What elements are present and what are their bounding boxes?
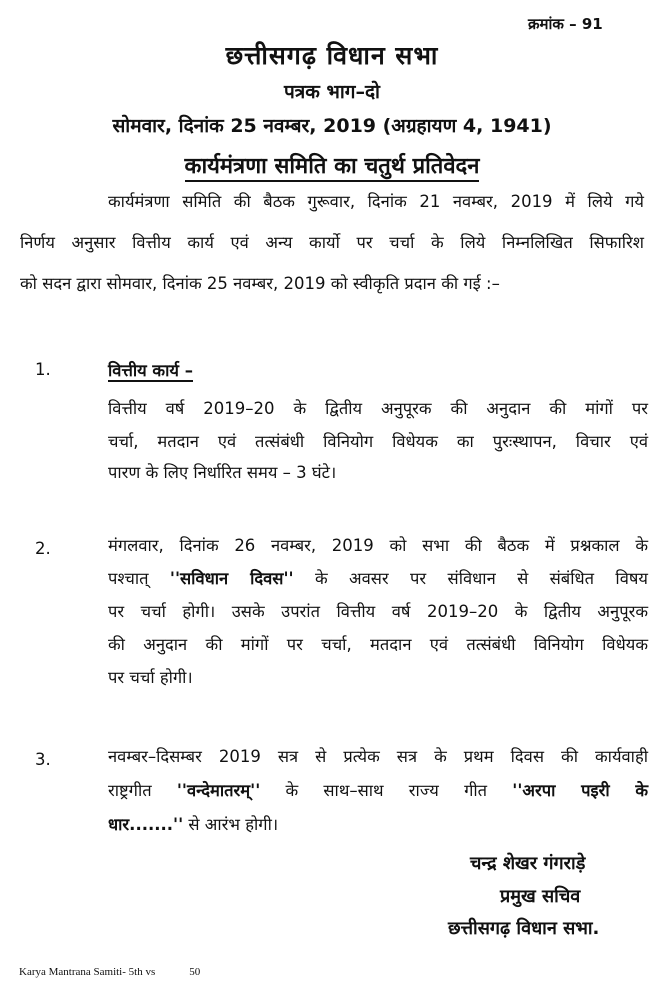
intro-line-1: कार्यमंत्रणा समिति की बैठक गुरूवार, दिनांक 21 नवम्बर, 2019 में लिये गये: [108, 192, 644, 211]
bulletin-date: सोमवार, दिनांक 25 नवम्बर, 2019 (अग्रहायण 4, 1941): [112, 115, 552, 137]
intro-line-3: को सदन द्वारा सोमवार, दिनांक 25 नवम्बर, 2019 को स्वीकृति प्रदान की गई :–: [20, 274, 500, 293]
assembly-title: छत्तीसगढ़ विधान सभा: [225, 41, 439, 70]
serial-number: क्रमांक – 91: [528, 15, 603, 33]
arpa-pairi-text: ''अरपा पइरी के: [512, 781, 648, 800]
signatory-office: छत्तीसगढ़ विधान सभा.: [448, 918, 600, 939]
footer-doc-label: Karya Mantrana Samiti- 5th vs: [19, 966, 156, 978]
item-2-line-1: मंगलवार, दिनांक 26 नवम्बर, 2019 को सभा की बैठक में प्रश्नकाल के: [108, 536, 648, 555]
item-3-line-2: राष्ट्रगीत ''वन्देमातरम्'' के साथ–साथ राज्य गीत ''अरपा पइरी के: [108, 781, 648, 800]
page-footer: [19, 966, 200, 978]
item-2-line-2: पश्चात् ''सविधान दिवस'' के अवसर पर संविधान से संबंधित विषय: [108, 569, 648, 588]
report-title-text: कार्यमंत्रणा समिति का चतुर्थ प्रतिवेदन: [185, 154, 480, 182]
signatory-name: चन्द्र शेखर गंगराड़े: [470, 853, 586, 874]
item-3-number: 3.: [35, 750, 51, 769]
item-1-line-1: वित्तीय वर्ष 2019–20 के द्वितीय अनुपूरक की अनुदान की मांगों पर: [108, 399, 648, 418]
item-2-line-4: की अनुदान की मांगों पर चर्चा, मतदान एवं तत्संबंधी विनियोग विधेयक: [108, 635, 648, 654]
bulletin-part: पत्रक भाग–दो: [284, 81, 380, 103]
report-title: [0, 150, 664, 180]
item-2-number: 2.: [35, 539, 51, 558]
item-3-line-3: धार.......'' से आरंभ होगी।: [108, 815, 279, 834]
item-1-number: 1.: [35, 360, 51, 379]
signatory-designation: प्रमुख सचिव: [500, 886, 581, 907]
footer-page-number: 50: [189, 966, 201, 978]
item-1-line-2: चर्चा, मतदान एवं तत्संबंधी विनियोग विधेयक का पुरःस्थापन, विचार एवं: [108, 432, 648, 451]
intro-line-2: निर्णय अनुसार वित्तीय कार्य एवं अन्य कार्यो पर चर्चा के लिये निम्नलिखित सिफारिश: [20, 233, 644, 252]
item-1-title: वित्तीय कार्य –: [108, 361, 193, 380]
item-1-line-3: पारण के लिए निर्धारित समय – 3 घंटे।: [108, 463, 337, 482]
item-2-line-3: पर चर्चा होगी। उसके उपरांत वित्तीय वर्ष 2019–20 के द्वितीय अनुपूरक: [108, 602, 648, 621]
item-3-line-1: नवम्बर–दिसम्बर 2019 सत्र से प्रत्येक सत्र के प्रथम दिवस की कार्यवाही: [108, 747, 648, 766]
samvidhan-diwas-text: ''सविधान दिवस'': [169, 569, 294, 588]
vandemataram-text: ''वन्देमातरम्'': [176, 781, 261, 800]
item-2-line-5: पर चर्चा होगी।: [108, 668, 193, 687]
